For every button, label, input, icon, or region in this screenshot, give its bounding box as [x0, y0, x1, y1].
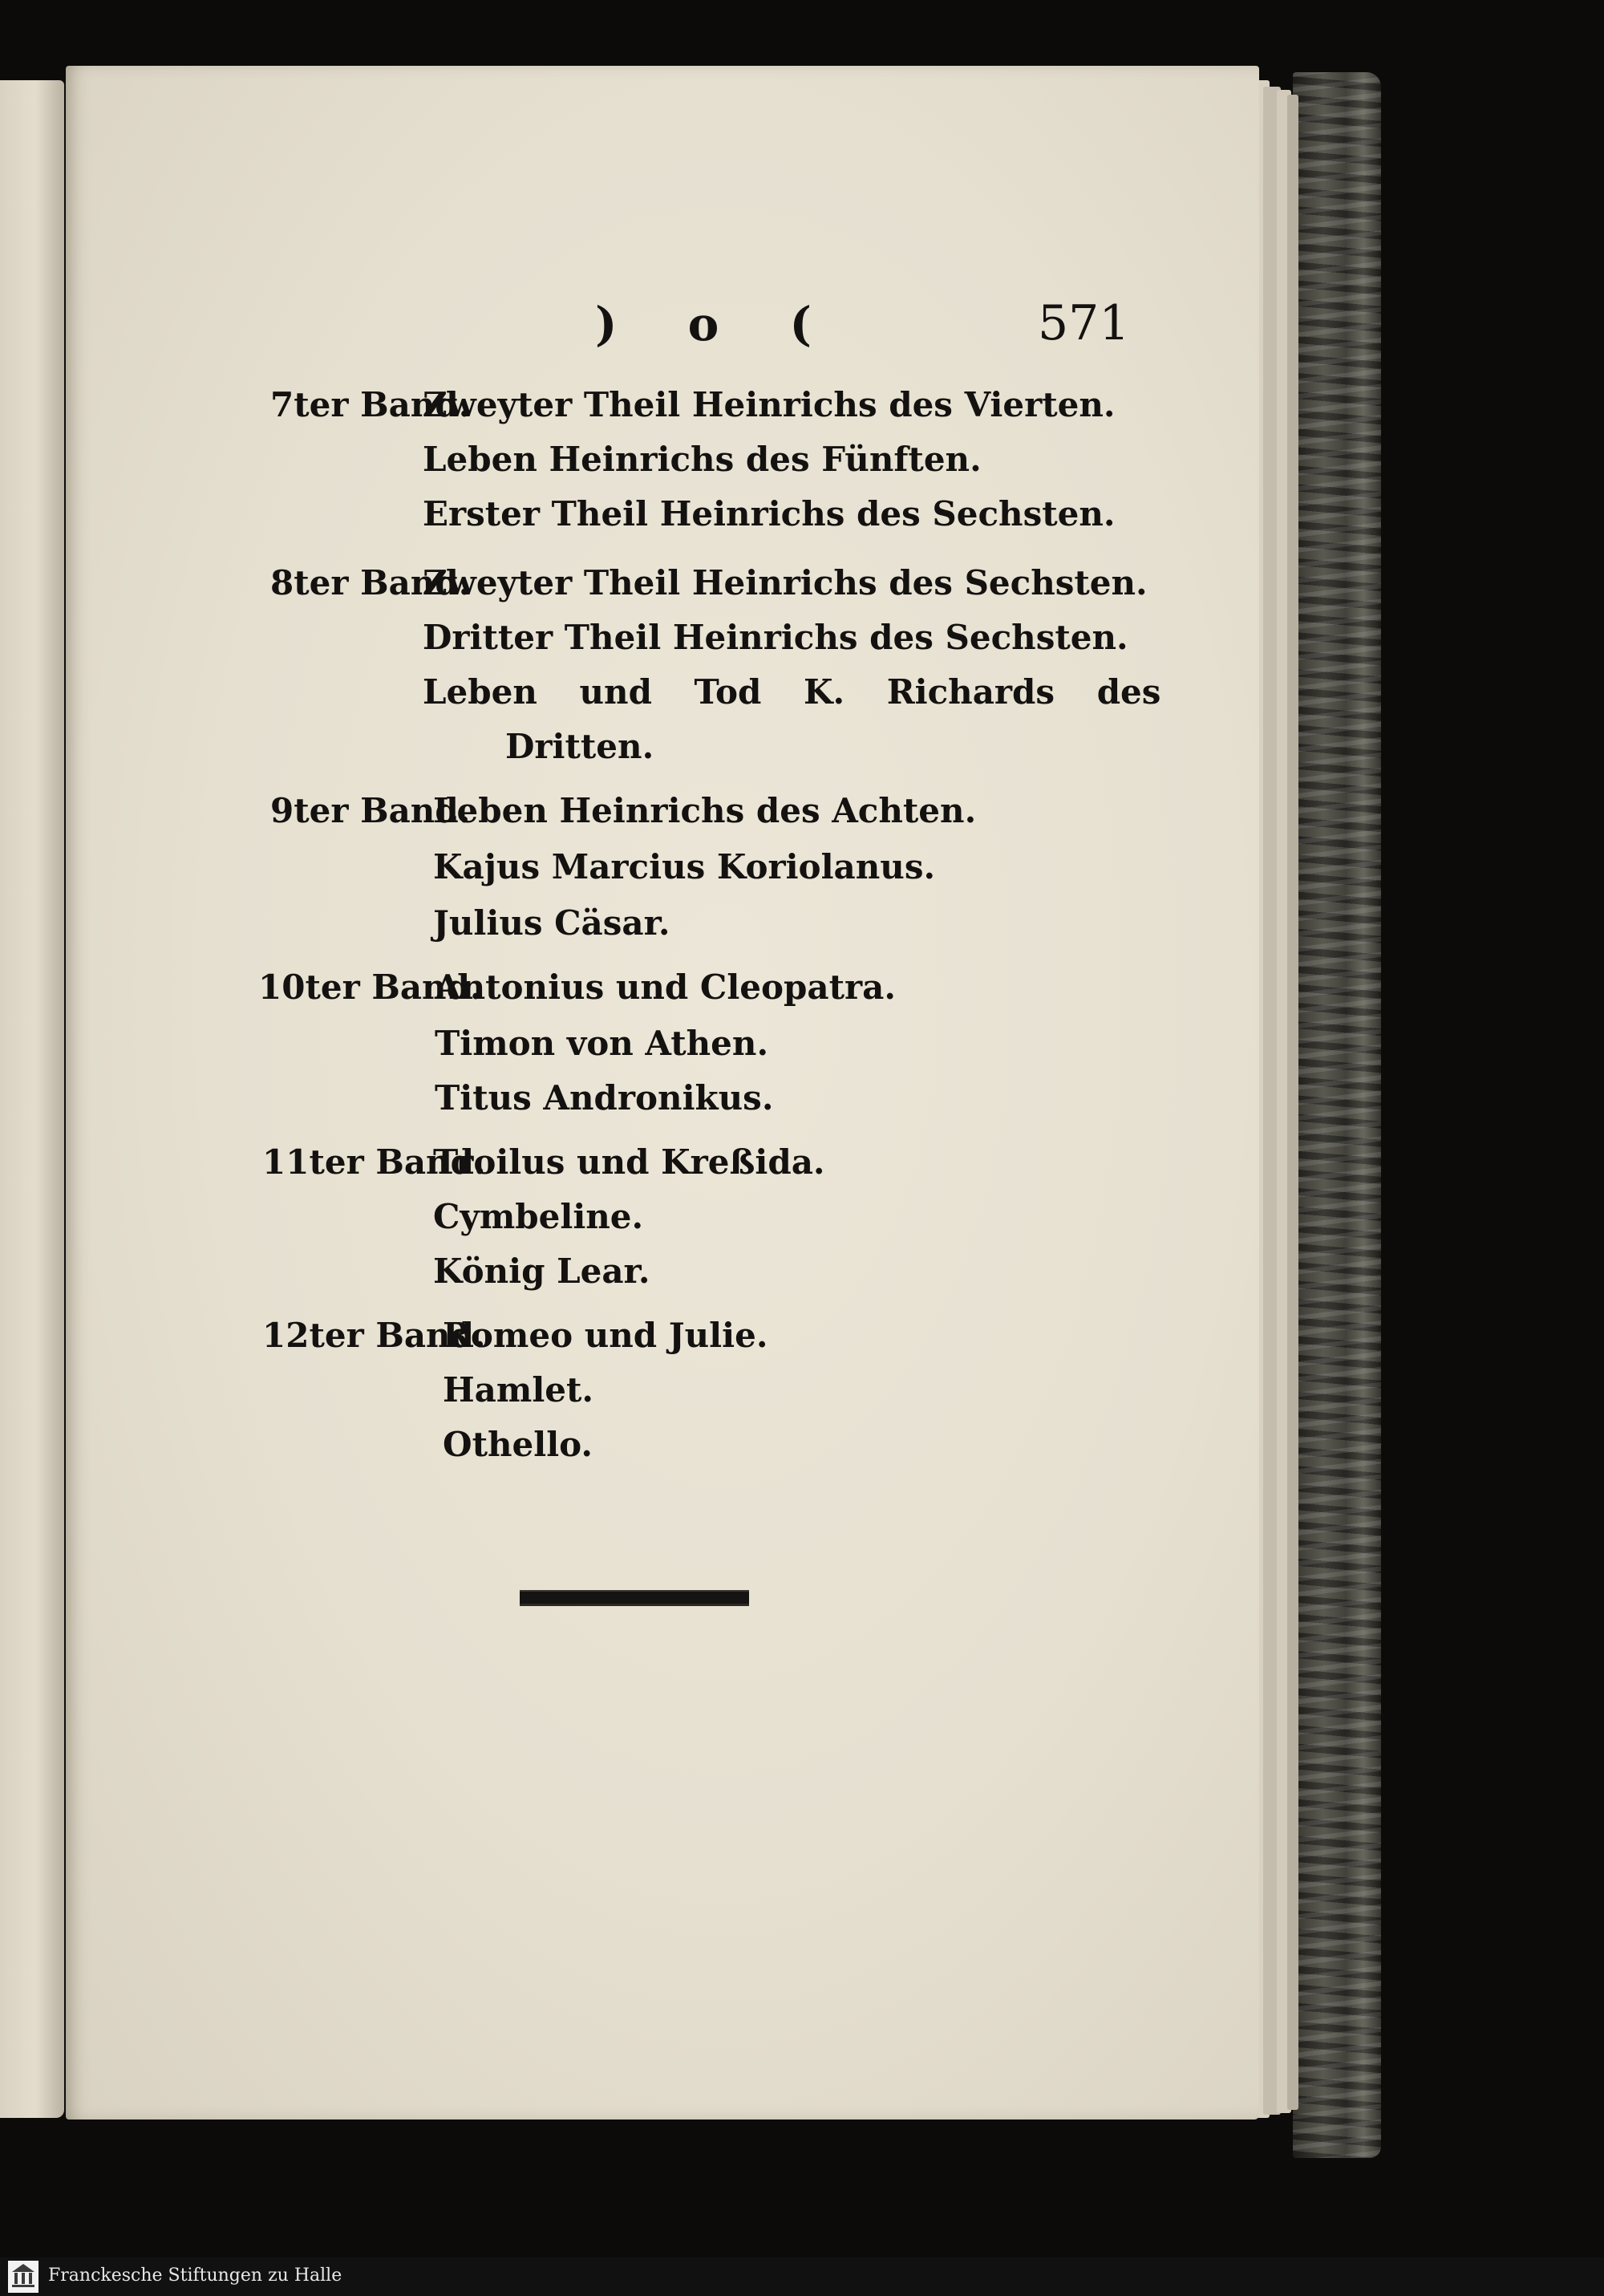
page-stack-edge: [1287, 95, 1298, 2110]
play-title: Dritter Theil Heinrichs des Sechsten.: [423, 618, 1128, 657]
volume-label: 7ter Band.: [270, 385, 471, 424]
play-title: Leben und Tod K. Richards des: [423, 672, 1161, 712]
play-title: Romeo und Julie.: [443, 1316, 768, 1355]
play-title: Troilus und Kreßida.: [433, 1142, 825, 1182]
play-title: Titus Andronikus.: [435, 1078, 774, 1118]
play-title: Kajus Marcius Koriolanus.: [433, 847, 936, 886]
footer-institution-name: Franckesche Stiftungen zu Halle: [48, 2266, 342, 2286]
play-title: Julius Cäsar.: [433, 903, 670, 943]
play-title: Hamlet.: [443, 1370, 594, 1410]
volume-label: 10ter Band.: [258, 967, 482, 1007]
play-title: Othello.: [443, 1425, 593, 1464]
volume-label: 12ter Band.: [262, 1316, 486, 1355]
book-page: [66, 66, 1259, 2120]
marbled-cover: [1293, 72, 1381, 2158]
running-head: ) o (: [595, 297, 839, 351]
volume-label: 9ter Band.: [270, 791, 471, 830]
page-number: 571: [1038, 295, 1130, 351]
institution-logo-icon: [8, 2261, 38, 2293]
play-title: Cymbeline.: [433, 1197, 644, 1236]
previous-page-edge: [0, 80, 64, 2118]
play-title: Erster Theil Heinrichs des Sechsten.: [423, 494, 1116, 533]
play-title: Dritten.: [505, 727, 654, 766]
play-title: Timon von Athen.: [435, 1024, 769, 1063]
show-through-text: [218, 411, 232, 459]
play-title: Zweyter Theil Heinrichs des Sechsten.: [423, 563, 1148, 602]
play-title: König Lear.: [433, 1251, 650, 1291]
play-title: Antonius und Cleopatra.: [435, 967, 896, 1007]
volume-label: 11ter Band.: [262, 1142, 486, 1182]
play-title: Leben Heinrichs des Fünften.: [423, 440, 982, 479]
closing-rule: [520, 1590, 749, 1606]
play-title: Zweyter Theil Heinrichs des Vierten.: [423, 385, 1116, 424]
play-title: Leben Heinrichs des Achten.: [433, 791, 977, 830]
volume-label: 8ter Band.: [270, 563, 471, 602]
